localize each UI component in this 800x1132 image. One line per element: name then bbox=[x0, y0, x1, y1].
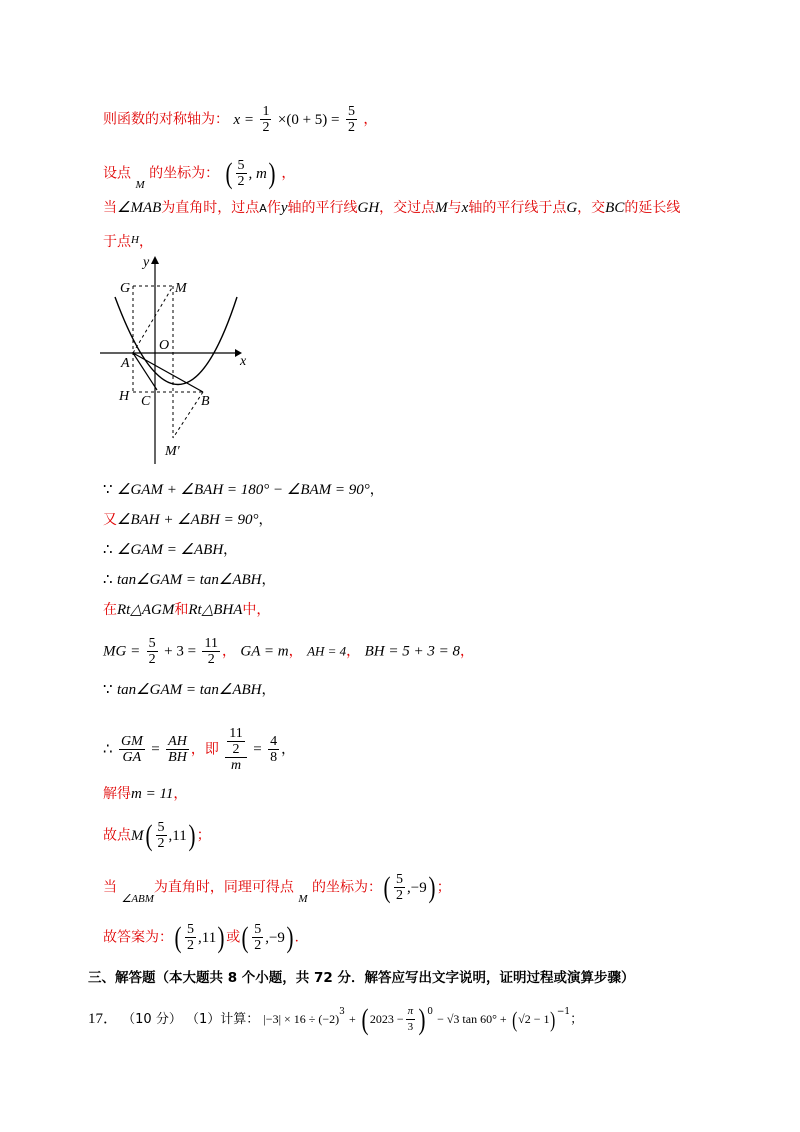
label-y: y bbox=[143, 255, 150, 270]
fraction: $\frac{\pi}{3}$ bbox=[407, 1005, 414, 1033]
fraction: $\frac{5}{2}$ bbox=[157, 820, 165, 851]
y-axis-arrow bbox=[151, 256, 159, 264]
punct: ， bbox=[460, 643, 474, 660]
expr: |−3| × 16 ÷ (−2) bbox=[263, 1012, 340, 1026]
text: 又 bbox=[103, 512, 117, 528]
therefore-symbol: ∴ bbox=[103, 542, 113, 558]
point-label: M bbox=[135, 178, 145, 191]
expr: tan∠GAM = tan∠ABH bbox=[117, 572, 262, 588]
label-B: B bbox=[201, 394, 210, 409]
segment-AB bbox=[133, 353, 203, 392]
axis-label: x bbox=[461, 200, 469, 216]
text: 于点 bbox=[103, 234, 131, 250]
expr: x = bbox=[233, 111, 254, 128]
label-Mprime: M′ bbox=[165, 444, 180, 459]
step-4 bbox=[103, 570, 276, 590]
expr: ∠GAM = ∠ABH bbox=[117, 542, 224, 558]
exponent: 3 bbox=[339, 1007, 345, 1017]
expr: BH = 5 + 3 = 8 bbox=[364, 643, 460, 660]
text: 的延长线 bbox=[624, 200, 681, 216]
axis-label: y bbox=[280, 200, 288, 216]
text: ，交过点 bbox=[379, 200, 436, 216]
expr: MG = bbox=[103, 643, 141, 660]
step-3 bbox=[103, 540, 237, 560]
label-C: C bbox=[141, 394, 151, 409]
set-point-line: 设点 $_M$ 的坐标为： ( $\frac{5}{2}$ , m) ， bbox=[103, 156, 296, 191]
step-1 bbox=[103, 480, 384, 500]
punct: ； bbox=[570, 1012, 584, 1027]
label-M: M bbox=[175, 281, 187, 296]
punct: ， bbox=[346, 643, 361, 660]
expr: GH bbox=[357, 200, 380, 216]
fraction: $\frac{11}{2}$ bbox=[229, 726, 243, 757]
punct: ， bbox=[173, 786, 188, 802]
text: 或 bbox=[226, 929, 241, 946]
punct: ， bbox=[223, 542, 238, 558]
text: 当 bbox=[103, 200, 117, 216]
text: 中， bbox=[242, 602, 271, 618]
text: 故答案为： bbox=[103, 929, 173, 946]
step-8 bbox=[103, 726, 295, 773]
therefore-symbol: ∴ bbox=[103, 572, 113, 588]
section-header: 三、解答题（本大题共 8 个小题，共 72 分．解答应写出文字说明，证明过程或演算步骤） bbox=[88, 970, 635, 986]
expr: , m bbox=[248, 165, 267, 182]
expr: BC bbox=[605, 200, 625, 216]
punct: ， bbox=[221, 643, 236, 660]
step-6 bbox=[103, 636, 474, 667]
fraction: $\frac{5}{2}$ bbox=[347, 104, 355, 135]
punct: ， bbox=[363, 111, 378, 128]
fraction: $\frac{AH}{BH}$ bbox=[168, 734, 187, 765]
label-A: A bbox=[121, 356, 130, 371]
compound-fraction: $\frac{\frac{11}{2}}{m}$ bbox=[225, 726, 246, 773]
expr: ,−9 bbox=[407, 879, 427, 896]
punct: ， bbox=[261, 572, 276, 588]
fraction: $\frac{GM}{GA}$ bbox=[121, 734, 143, 765]
punct: ， bbox=[281, 165, 296, 182]
label-x: x bbox=[240, 354, 247, 369]
exponent: 0 bbox=[427, 1007, 433, 1017]
parabola-figure bbox=[95, 252, 255, 467]
exponent: −1 bbox=[556, 1007, 571, 1017]
text: 解得 bbox=[103, 786, 131, 802]
expr: ×(0 + 5) = bbox=[277, 111, 340, 128]
symmetry-axis-line bbox=[103, 104, 377, 135]
point-label: M bbox=[131, 827, 144, 844]
text: ， bbox=[138, 234, 153, 250]
expr: ,11 bbox=[168, 827, 187, 844]
text: 的坐标为： bbox=[312, 879, 382, 896]
expr: 2023 − bbox=[369, 1012, 404, 1026]
punct: ， bbox=[261, 682, 276, 698]
question-17: 17． （10 分） （1）计算： $|-3| \times 16 \div (-2)^3$ + ( 2023 − $\frac{\pi}{3}$ ) $^0$ − √3 $\tan 60^\circ + (√2 - 1)^{-1}$； bbox=[88, 1002, 584, 1036]
fraction: $\frac{4}{8}$ bbox=[270, 734, 278, 765]
expr: GA = m bbox=[240, 643, 289, 660]
label-G: G bbox=[120, 281, 131, 296]
because-symbol: ∵ bbox=[103, 682, 113, 698]
dashed-BMp bbox=[173, 392, 203, 438]
expr: + 3 = bbox=[164, 643, 197, 660]
punct: ， bbox=[281, 741, 296, 758]
punct: ； bbox=[196, 827, 211, 844]
point-label: H bbox=[131, 234, 139, 246]
text: 轴的平行线于点 bbox=[468, 200, 567, 216]
expr: m = 11 bbox=[131, 786, 174, 802]
text: 为直角时，同理可得点 bbox=[153, 879, 294, 896]
text: 设点 bbox=[103, 165, 131, 182]
expr: ,−9 bbox=[265, 929, 285, 946]
fraction: $\frac{5}{2}$ bbox=[396, 872, 403, 903]
point-label: M bbox=[435, 200, 448, 216]
text: 为直角时，过点 bbox=[161, 200, 260, 216]
text: 则函数的对称轴为： bbox=[103, 111, 229, 128]
expr: ∠BAH + ∠ABH = 90° bbox=[117, 512, 259, 528]
step-12: 故答案为：( $\frac{5}{2}$ ,11) 或( $\frac{5}{2}$ ,−9) . bbox=[103, 920, 299, 954]
text: 轴的平行线 bbox=[287, 200, 358, 216]
expr: + bbox=[348, 1012, 356, 1026]
punct: ； bbox=[436, 879, 451, 896]
punct: . bbox=[294, 929, 299, 946]
expr: − √3 tan 60° + bbox=[437, 1012, 507, 1026]
punct: ， bbox=[258, 512, 273, 528]
score: （10 分） bbox=[122, 1012, 182, 1027]
question-number: 17． bbox=[88, 1011, 119, 1027]
text: 故点 bbox=[103, 827, 131, 844]
step-9 bbox=[103, 784, 187, 804]
fraction: $\frac{5}{2}$ bbox=[254, 922, 262, 953]
fraction: $\frac{5}{2}$ bbox=[148, 636, 156, 667]
text: 和 bbox=[174, 602, 189, 618]
step-2 bbox=[103, 510, 272, 530]
fraction: $\frac{1}{2}$ bbox=[262, 104, 270, 135]
text: 作 bbox=[266, 200, 281, 216]
fraction: $\frac{11}{2}$ bbox=[204, 636, 218, 667]
step-5 bbox=[103, 600, 270, 620]
text: ，交 bbox=[577, 200, 606, 216]
expr: Rt△AGM bbox=[117, 602, 175, 618]
point-label: M bbox=[298, 892, 308, 905]
text: 的坐标为： bbox=[149, 165, 220, 182]
point-label: G bbox=[566, 200, 578, 216]
because-symbol: ∵ bbox=[103, 482, 113, 498]
expr: tan∠GAM = tan∠ABH bbox=[117, 682, 262, 698]
expr: √2 − 1 bbox=[518, 1012, 550, 1026]
case-description-cont bbox=[103, 232, 153, 253]
text: 当 bbox=[103, 879, 117, 896]
expr: ∠ABM bbox=[121, 892, 154, 905]
punct: ， bbox=[369, 482, 384, 498]
expr: Rt△BHA bbox=[188, 602, 243, 618]
part-label: （1）计算： bbox=[185, 1012, 260, 1027]
fraction: $\frac{5}{2}$ bbox=[237, 158, 245, 189]
step-11: 当 $_{\angle ABM}$为直角时，同理可得点 $_M$ 的坐标为：( $\frac{5}{2}$ ,−9) ； bbox=[103, 870, 451, 905]
expr: AH = 4 bbox=[307, 643, 347, 659]
text: 与 bbox=[447, 200, 462, 216]
fraction: $\frac{5}{2}$ bbox=[187, 922, 194, 953]
text: 在 bbox=[103, 602, 117, 618]
step-10: 故点M( $\frac{5}{2}$ ,11) ； bbox=[103, 818, 211, 852]
point-label: A bbox=[259, 202, 267, 215]
expr: ∠MAB bbox=[117, 200, 162, 216]
case-description-line bbox=[103, 198, 680, 219]
step-7 bbox=[103, 680, 276, 700]
expr: ∠GAM + ∠BAH = 180° − ∠BAM = 90° bbox=[117, 482, 370, 498]
label-H: H bbox=[119, 389, 130, 404]
equals: = bbox=[253, 741, 262, 758]
label-O: O bbox=[159, 338, 170, 353]
expr: ,11 bbox=[198, 929, 217, 946]
equals: = bbox=[151, 741, 160, 758]
text: ，即 bbox=[190, 741, 219, 758]
therefore-symbol: ∴ bbox=[103, 741, 113, 758]
punct: ， bbox=[288, 643, 303, 660]
